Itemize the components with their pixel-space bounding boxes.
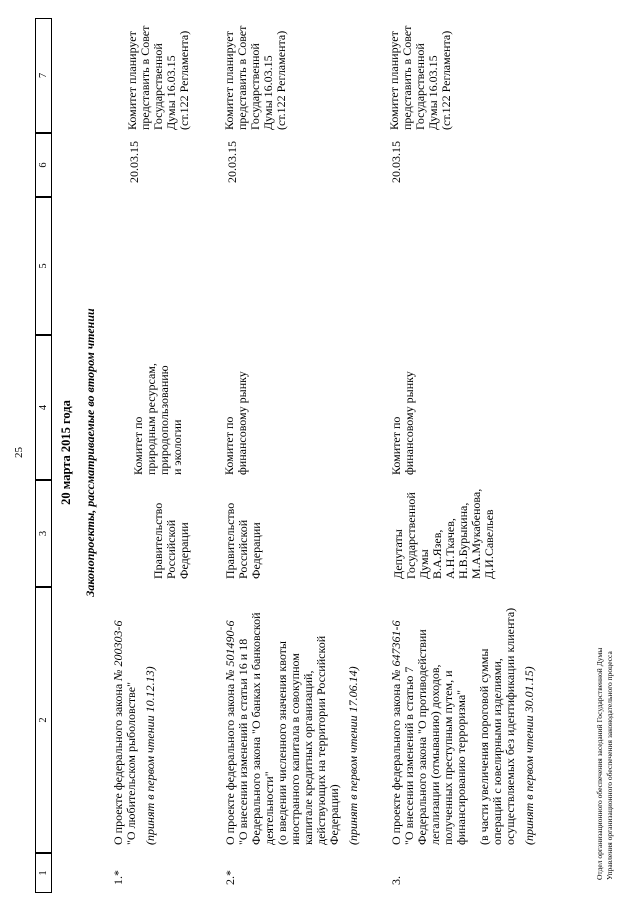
column-number-2: 2 (35, 587, 52, 853)
initiator (224, 503, 263, 579)
initiator-line: Российской (236, 519, 250, 579)
bill-note-line: капитале кредитных организаций, (301, 670, 315, 845)
bill-title-line: легализации (отмыванию) доходов, (428, 664, 442, 845)
column-number-5: 5 (35, 197, 52, 335)
committee-plan-line: Государственной (151, 43, 165, 130)
committee-plan-line: Государственной (248, 43, 262, 130)
column-number-6: 6 (35, 133, 52, 197)
row-number: 3. (389, 876, 403, 885)
committee-line: финансовому рынку (402, 371, 416, 475)
committee-plan-line: Комитет планирует (125, 31, 139, 130)
initiator-line: А.Н.Ткачев, (443, 518, 457, 579)
bill-note-line: действующих на территории Российской (314, 635, 328, 845)
doc-subtitle: Законопроекты, рассматриваемые во втором чтении (83, 308, 97, 597)
committee-line: и экологии (170, 419, 184, 475)
bill-note-line: Федерации) (327, 784, 341, 845)
initiator-line: Российской (164, 519, 178, 579)
initiator (392, 489, 496, 579)
bill-title-line: "О любительском рыболовстве" (124, 682, 138, 845)
committee-line: Комитет по (389, 416, 403, 475)
committee-plan (223, 26, 288, 130)
bill-title-line: Федерального закона "О банках и банковской (249, 612, 263, 845)
committee (223, 371, 249, 475)
column-number-7: 7 (35, 18, 52, 133)
committee-plan-line: (ст.122 Регламента) (439, 30, 453, 130)
initiator-line: Федерации (249, 522, 263, 579)
footer-line-2: Управления организационного обеспечения законодательного процесса (605, 651, 614, 880)
committee-plan-line: представить в Совет (138, 25, 152, 130)
bill-description (390, 608, 536, 845)
committee-plan-line: представить в Совет (400, 25, 414, 130)
bill-note-line: (в части увеличения пороговой суммы (477, 648, 491, 845)
initiator-line: Правительство (151, 502, 165, 579)
review-date: 20.03.15 (389, 141, 403, 183)
bill-note-line: осуществляемых без идентификации клиента) (503, 607, 517, 845)
bill-number: № 647361-6 (389, 620, 403, 681)
bill-number: № 501490-6 (223, 620, 237, 681)
committee-plan-line: Комитет планирует (222, 31, 236, 130)
committee-plan-line: (ст.122 Регламента) (177, 30, 191, 130)
committee (132, 363, 184, 475)
row-number: 2.* (223, 870, 237, 885)
bill-title-line: О проекте федерального закона № 647361-6 (389, 620, 403, 845)
initiator-line: Думы (417, 549, 431, 579)
column-number-1: 1 (35, 853, 52, 893)
committee-plan-line: Государственной (413, 43, 427, 130)
review-date: 20.03.15 (127, 141, 141, 183)
bill-title-line: О проекте федерального закона № 501490-6 (223, 620, 237, 845)
row-number: 1.* (111, 870, 125, 885)
committee-plan (388, 26, 453, 130)
committee-line: природопользованию (157, 365, 171, 475)
committee-plan-line: Думы 16.03.15 (261, 55, 275, 130)
committee-line: Комитет по (131, 416, 145, 475)
bill-title-line: Федерального закона "О противодействии (415, 629, 429, 845)
column-number-4: 4 (35, 335, 52, 480)
page-number: 25 (13, 447, 25, 458)
initiator-line: Государственной (404, 492, 418, 579)
bill-title-line: "О внесении изменений в статью 7 (402, 666, 416, 845)
committee-line: финансовому рынку (235, 371, 249, 475)
initiator-line: Федерации (177, 522, 191, 579)
review-date: 20.03.15 (225, 141, 239, 183)
bill-title-line: деятельности" (262, 771, 276, 845)
bill-number: № 200303-6 (111, 620, 125, 681)
bill-title-line: полученных преступным путем, и (441, 670, 455, 845)
bill-note-line: операций с ювелирными изделиями, (490, 658, 504, 845)
footer-line-1: Отдел организационного обеспечения заседаний Государственной Думы (595, 647, 604, 880)
doc-title: 20 марта 2015 года (59, 400, 73, 505)
bill-adopted-line: (принят в первом чтении 17.06.14) (346, 666, 360, 845)
committee-plan-line: Комитет планирует (387, 31, 401, 130)
committee-line: природным ресурсам, (144, 363, 158, 475)
bill-adopted-line: (принят в первом чтении 30.01.15) (522, 666, 536, 845)
column-number-3: 3 (35, 480, 52, 587)
bill-description (224, 612, 360, 845)
committee (390, 371, 416, 475)
bill-title-line: финансированию терроризма" (454, 689, 468, 845)
initiator-line: М.А.Мукабенова, (469, 488, 483, 579)
initiator-line: Правительство (223, 502, 237, 579)
committee-plan (126, 26, 191, 130)
committee-plan-line: Думы 16.03.15 (426, 55, 440, 130)
initiator-line: Д.И.Савельев (482, 509, 496, 579)
bill-note-line: (о введении численного значения квоты (275, 641, 289, 845)
initiator (152, 503, 191, 579)
bill-note-line: иностранного капитала в совокупном (288, 653, 302, 845)
footer (595, 648, 615, 880)
bill-title-line: О проекте федерального закона № 200303-6 (111, 620, 125, 845)
committee-line: Комитет по (222, 416, 236, 475)
bill-adopted-line: (принят в первом чтении 10.12.13) (143, 666, 157, 845)
initiator-line: В.А.Язев, (430, 529, 444, 579)
committee-plan-line: (ст.122 Регламента) (274, 30, 288, 130)
bill-title-line: "О внесении изменений в статьи 16 и 18 (236, 638, 250, 845)
committee-plan-line: Думы 16.03.15 (164, 55, 178, 130)
initiator-line: Н.В.Бурыкина, (456, 502, 470, 579)
committee-plan-line: представить в Совет (235, 25, 249, 130)
bill-description (112, 621, 157, 845)
initiator-line: Депутаты (391, 529, 405, 579)
